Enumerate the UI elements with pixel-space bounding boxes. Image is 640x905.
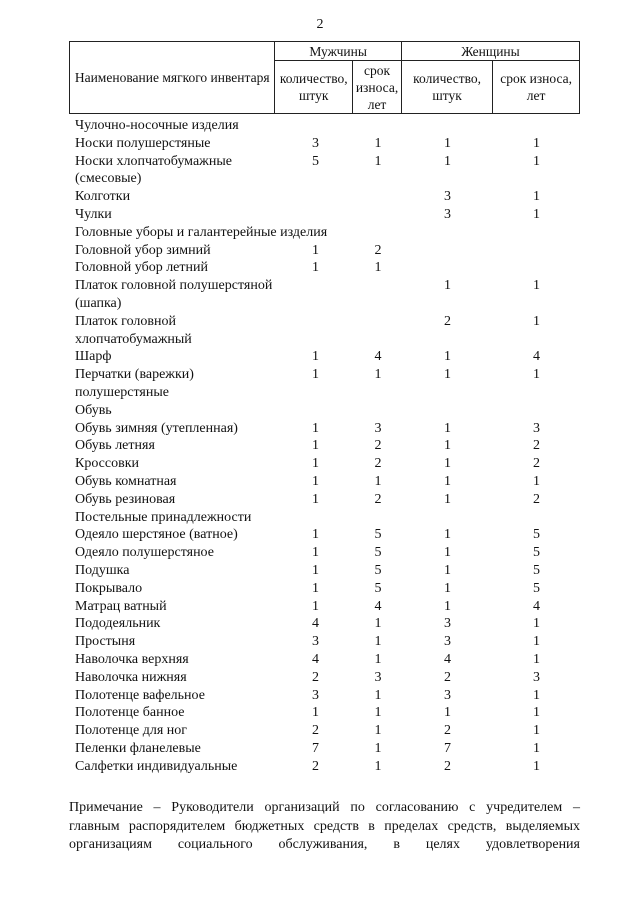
men-wear-term: 5: [374, 580, 382, 596]
women-wear-term: 1: [533, 189, 540, 205]
women-wear-term: 1: [533, 206, 540, 222]
men-quantity: 2: [312, 669, 319, 685]
item-name: Одеяло полушерстяное: [75, 545, 214, 561]
table-row: [69, 313, 580, 349]
item-name: Полотенце банное: [75, 705, 185, 721]
women-wear-term: 4: [533, 349, 540, 365]
men-wear-term: [354, 313, 402, 349]
women-wear-term: 3: [533, 669, 540, 685]
men-wear-term: 1: [374, 153, 382, 169]
section-title: Обувь: [75, 402, 112, 418]
item-name: Подушка: [75, 562, 130, 578]
women-wear-term: 5: [533, 562, 540, 578]
table-row: [69, 206, 580, 224]
item-name: Кроссовки: [75, 456, 140, 472]
men-wear-term: 2: [374, 242, 382, 258]
table-row: [69, 348, 580, 366]
header-item-name: Наименование мягкого инвентаря: [70, 42, 275, 114]
men-wear-term: 1: [374, 705, 382, 721]
table-row: [69, 242, 580, 260]
item-name: Наволочка нижняя: [75, 669, 187, 685]
section-row: [69, 224, 580, 242]
table-row: [69, 259, 580, 277]
item-name: Платок головной хлопчатобумажный: [75, 313, 192, 347]
women-quantity: 3: [444, 189, 451, 205]
table-body: [69, 117, 580, 775]
men-quantity: 1: [312, 491, 319, 507]
table-row: [69, 615, 580, 633]
table-row: [69, 669, 580, 687]
women-quantity: 3: [444, 616, 451, 632]
women-quantity: 1: [444, 349, 451, 365]
women-wear-term: 2: [533, 491, 540, 507]
item-name: Обувь резиновая: [75, 491, 176, 507]
women-quantity: 1: [444, 367, 451, 383]
item-name: Платок головной полушерстяной (шапка): [75, 278, 273, 311]
men-quantity: 7: [312, 740, 319, 756]
women-quantity: 4: [444, 651, 451, 667]
women-quantity: 2: [444, 669, 451, 685]
women-quantity: 1: [444, 278, 451, 294]
men-quantity: 3: [312, 135, 319, 151]
item-name: Носки полушерстяные: [75, 135, 211, 151]
men-quantity: 1: [312, 420, 319, 436]
women-wear-term: 1: [533, 135, 540, 151]
item-name: Полотенце для ног: [75, 723, 188, 739]
women-wear-term: 1: [533, 705, 540, 721]
women-quantity: [402, 242, 493, 260]
men-wear-term: [354, 188, 402, 206]
table-row: [69, 277, 580, 313]
table-row: [69, 758, 580, 776]
women-wear-term: 1: [533, 758, 540, 774]
women-quantity: 3: [444, 687, 451, 703]
page-number: 2: [316, 17, 324, 32]
men-quantity: 1: [312, 545, 319, 561]
women-wear-term: 1: [533, 367, 540, 383]
women-quantity: 7: [444, 740, 451, 756]
men-wear-term: [354, 277, 402, 313]
women-quantity: 2: [444, 758, 451, 774]
table-header: [69, 41, 580, 114]
men-wear-term: 1: [374, 651, 382, 667]
women-quantity: 1: [444, 473, 451, 489]
header-women-quantity: количество, штук: [401, 61, 492, 114]
men-quantity: [277, 206, 354, 224]
women-wear-term: 5: [533, 580, 540, 596]
women-wear-term: [493, 242, 580, 260]
item-name: Головной убор зимний: [75, 242, 211, 258]
women-wear-term: 2: [533, 438, 540, 454]
women-wear-term: 2: [533, 456, 540, 472]
header-men-quantity: количество, штук: [275, 61, 353, 114]
men-quantity: 1: [312, 705, 319, 721]
women-wear-term: 1: [533, 473, 540, 489]
women-wear-term: 1: [533, 687, 540, 703]
men-quantity: 1: [312, 562, 319, 578]
table-row: [69, 491, 580, 509]
header-men: Мужчины: [275, 42, 402, 61]
women-wear-term: 1: [533, 313, 540, 329]
women-quantity: 1: [444, 580, 451, 596]
table-row: [69, 598, 580, 616]
header-women-wear-term: срок износа, лет: [493, 61, 580, 114]
men-wear-term: 1: [374, 260, 382, 276]
women-quantity: 2: [444, 313, 451, 329]
men-quantity: 4: [312, 616, 319, 632]
item-name: Колготки: [75, 189, 131, 205]
header-women: Женщины: [401, 42, 579, 61]
women-quantity: 2: [444, 723, 451, 739]
note-line: главным распорядителем бюджетных средств в пределах средств, выделяемых: [69, 818, 580, 834]
item-name: Носки хлопчатобумажные (смесовые): [75, 153, 232, 187]
women-wear-term: 5: [533, 545, 540, 561]
women-quantity: 1: [444, 527, 451, 543]
men-wear-term: 3: [374, 420, 382, 436]
table-row: [69, 135, 580, 153]
item-name: Салфетки индивидуальные: [75, 758, 238, 774]
men-quantity: 1: [312, 456, 319, 472]
table-row: [69, 188, 580, 206]
item-name: Покрывало: [75, 580, 143, 596]
women-wear-term: 5: [533, 527, 540, 543]
men-wear-term: 4: [374, 598, 382, 614]
women-quantity: [402, 259, 493, 277]
women-quantity: 1: [444, 135, 451, 151]
item-name: Полотенце вафельное: [75, 687, 205, 703]
men-wear-term: 1: [374, 367, 382, 383]
men-quantity: 4: [312, 651, 319, 667]
men-wear-term: 1: [374, 473, 382, 489]
men-quantity: 1: [312, 580, 319, 596]
women-wear-term: 3: [533, 420, 540, 436]
men-quantity: 3: [312, 687, 319, 703]
item-name: Перчатки (варежки) полушерстяные: [75, 367, 194, 400]
women-wear-term: 1: [533, 740, 540, 756]
item-name: Шарф: [75, 349, 112, 365]
item-name: Пододеяльник: [75, 616, 161, 632]
item-name: Наволочка верхняя: [75, 651, 189, 667]
women-quantity: 1: [444, 420, 451, 436]
women-quantity: 1: [444, 562, 451, 578]
men-quantity: 3: [312, 634, 319, 650]
men-wear-term: 2: [374, 456, 382, 472]
men-wear-term: 1: [374, 740, 382, 756]
item-name: Обувь летняя: [75, 438, 155, 454]
women-quantity: 1: [444, 491, 451, 507]
women-wear-term: 4: [533, 598, 540, 614]
women-quantity: 1: [444, 545, 451, 561]
men-wear-term: 5: [374, 562, 382, 578]
women-wear-term: 1: [533, 723, 540, 739]
table-row: [69, 633, 580, 651]
men-quantity: 2: [312, 723, 319, 739]
section-title: Постельные принадлежности: [75, 509, 252, 525]
table-row: [69, 366, 580, 402]
section-row: [69, 117, 580, 135]
men-quantity: 2: [312, 758, 319, 774]
item-name: Пеленки фланелевые: [75, 740, 201, 756]
men-wear-term: 1: [374, 616, 382, 632]
note-line: Примечание – Руководители организаций по согласованию с учредителем –: [69, 800, 580, 815]
table-row: [69, 722, 580, 740]
men-quantity: [277, 188, 354, 206]
section-row: [69, 402, 580, 420]
table-row: [69, 526, 580, 544]
item-name: Матрац ватный: [75, 598, 167, 614]
table-row: [69, 473, 580, 491]
men-wear-term: 1: [374, 135, 382, 151]
note-paragraph: [69, 799, 580, 855]
item-name: Одеяло шерстяное (ватное): [75, 527, 238, 543]
table-row: [69, 580, 580, 598]
men-wear-term: 1: [374, 687, 382, 703]
item-name: Обувь зимняя (утепленная): [75, 420, 238, 436]
table-row: [69, 562, 580, 580]
women-wear-term: 1: [533, 616, 540, 632]
women-quantity: 1: [444, 456, 451, 472]
men-quantity: [277, 277, 354, 313]
note-line: организациям социального обслуживания, в целях удовлетворения: [69, 837, 580, 852]
men-quantity: 1: [312, 598, 319, 614]
women-quantity: 3: [444, 634, 451, 650]
section-row: [69, 509, 580, 527]
women-quantity: 1: [444, 438, 451, 454]
women-wear-term: 1: [533, 278, 540, 294]
women-wear-term: [493, 259, 580, 277]
men-quantity: 5: [312, 153, 319, 169]
men-quantity: 1: [312, 349, 319, 365]
men-wear-term: 1: [374, 758, 382, 774]
women-quantity: 1: [444, 705, 451, 721]
table-row: [69, 740, 580, 758]
table-row: [69, 544, 580, 562]
men-wear-term: 1: [374, 723, 382, 739]
item-name: Чулки: [75, 206, 112, 222]
table-row: [69, 687, 580, 705]
men-quantity: 1: [312, 527, 319, 543]
women-quantity: 3: [444, 206, 451, 222]
men-wear-term: 4: [374, 349, 382, 365]
men-quantity: 1: [312, 473, 319, 489]
men-wear-term: 1: [374, 634, 382, 650]
men-quantity: 1: [312, 367, 319, 383]
table-row: [69, 651, 580, 669]
header-men-wear-term: срок износа, лет: [353, 61, 402, 114]
item-name: Обувь комнатная: [75, 473, 177, 489]
women-wear-term: 1: [533, 634, 540, 650]
table-row: [69, 437, 580, 455]
women-wear-term: 1: [533, 651, 540, 667]
item-name: Простыня: [75, 634, 136, 650]
men-wear-term: 2: [374, 491, 382, 507]
women-quantity: 1: [444, 153, 451, 169]
section-title: Чулочно-носочные изделия: [75, 118, 239, 133]
table-row: [69, 420, 580, 438]
section-title: Головные уборы и галантерейные изделия: [75, 224, 328, 240]
men-quantity: [277, 313, 354, 349]
men-quantity: 1: [312, 260, 319, 276]
men-wear-term: 5: [374, 545, 382, 561]
men-wear-term: [354, 206, 402, 224]
men-quantity: 1: [312, 242, 319, 258]
men-wear-term: 5: [374, 527, 382, 543]
table-row: [69, 153, 580, 189]
men-wear-term: 3: [374, 669, 382, 685]
men-wear-term: 2: [374, 438, 382, 454]
table-row: [69, 455, 580, 473]
women-wear-term: 1: [533, 153, 540, 169]
men-quantity: 1: [312, 438, 319, 454]
item-name: Головной убор летний: [75, 260, 208, 276]
women-quantity: 1: [444, 598, 451, 614]
table-row: [69, 704, 580, 722]
